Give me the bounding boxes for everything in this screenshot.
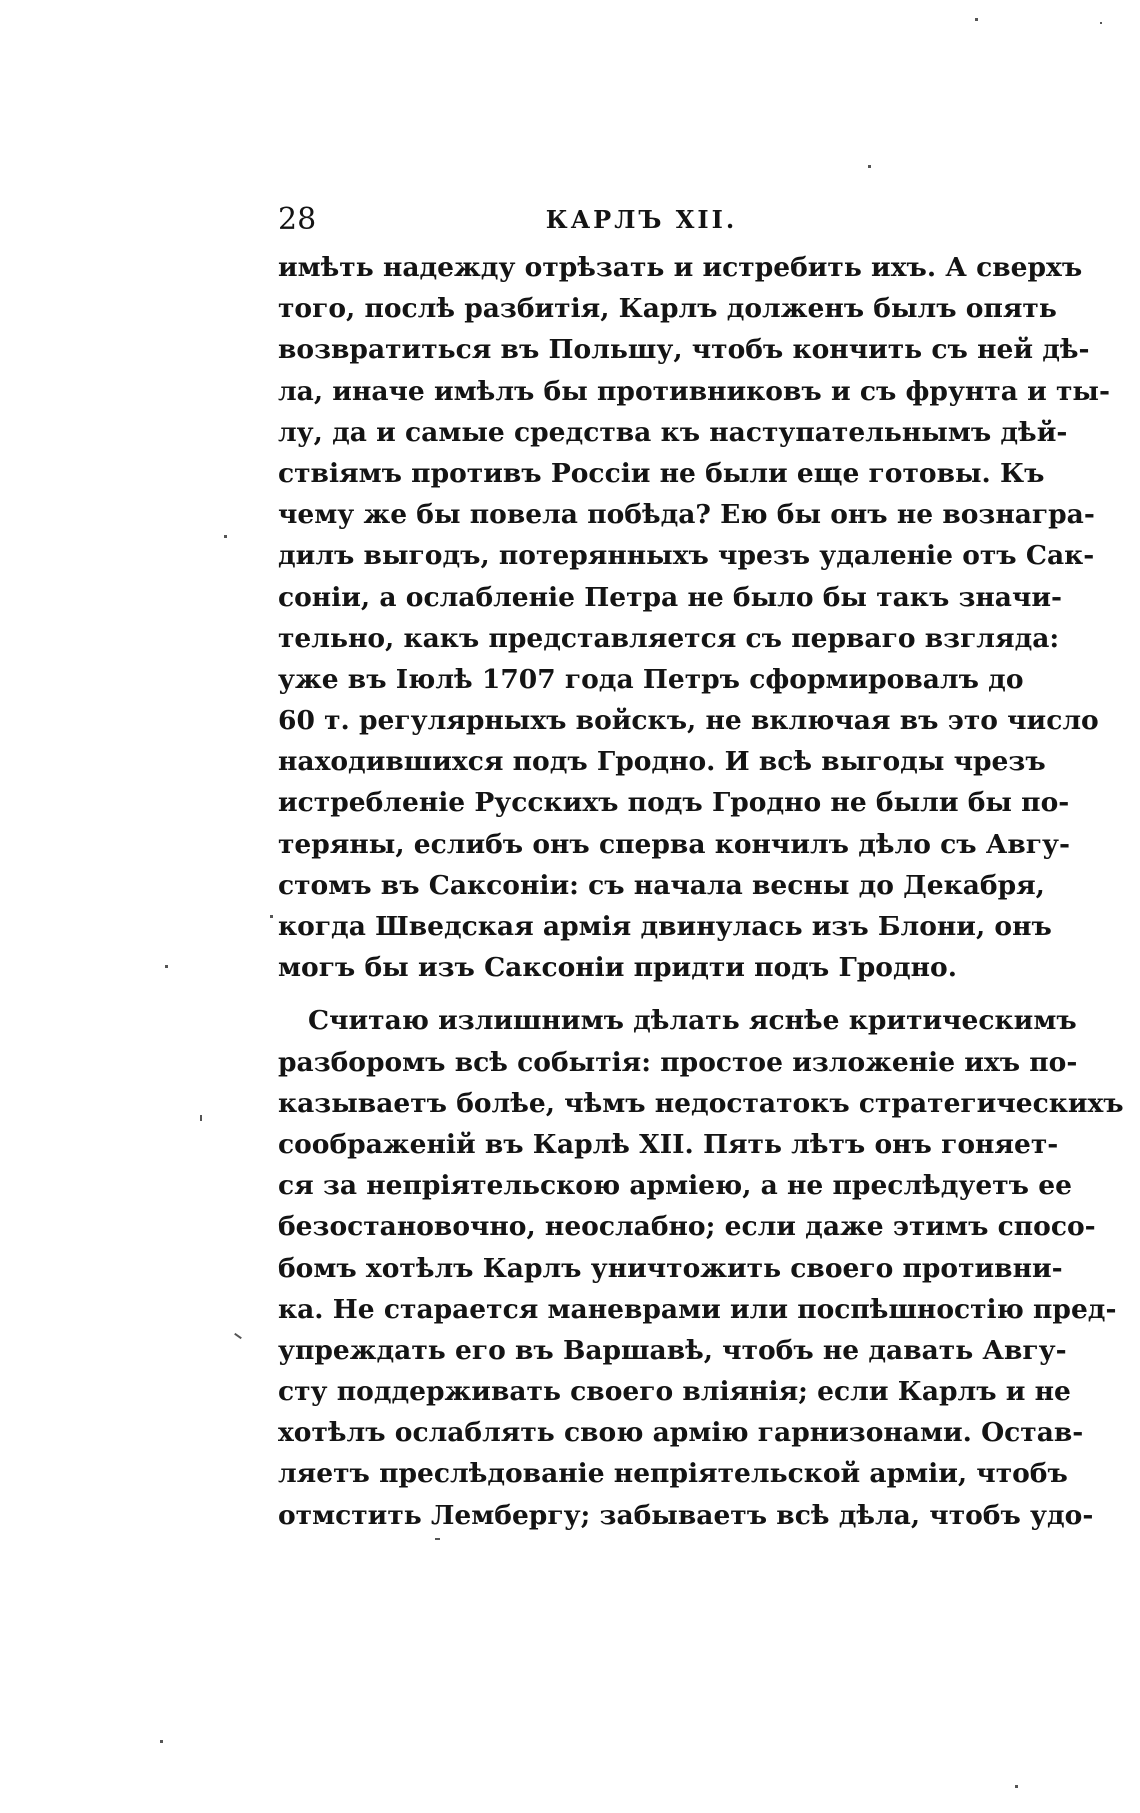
text-line: чему же бы повела побѣда? Ею бы онъ не вознагра- (278, 499, 1095, 531)
text-line: соніи, а ослабленіе Петра не было бы такъ значи- (278, 581, 1063, 613)
scan-speck (234, 1333, 242, 1339)
text-line: отмстить Лембергу; забываетъ всѣ дѣла, чтобъ удо- (278, 1499, 1094, 1531)
scan-speck (165, 965, 168, 968)
scan-speck (200, 1115, 202, 1121)
text-line: стомъ въ Саксоніи: съ начала весны до Декабря, (278, 869, 1045, 901)
text-line: Считаю излишнимъ дѣлать яснѣе критическимъ (308, 1005, 1077, 1037)
text-line: возвратиться въ Польшу, чтобъ кончить съ ней дѣ- (278, 334, 1090, 366)
text-line: лу, да и самые средства къ наступательнымъ дѣй- (278, 416, 1068, 448)
page-number: 28 (278, 202, 317, 237)
text-line: того, послѣ разбитія, Карлъ долженъ былъ опять (278, 293, 1057, 325)
text-line: упреждать его въ Варшавѣ, чтобъ не давать Авгу- (278, 1334, 1067, 1366)
text-line: тельно, какъ представляется съ перваго взгляда: (278, 622, 1060, 654)
running-head (278, 200, 1005, 240)
text-line: теряны, еслибъ онъ сперва кончилъ дѣло съ Авгу- (278, 828, 1070, 860)
scan-speck (1015, 1785, 1018, 1788)
text-line: ся за непріятельскою арміею, а не преслѣдуетъ ее (278, 1170, 1072, 1202)
text-line: сту поддерживать своего вліянія; если Карлъ и не (278, 1376, 1071, 1408)
text-line: разборомъ всѣ событія: простое изложеніе ихъ по- (278, 1046, 1078, 1078)
scan-speck (975, 18, 978, 21)
body-text (278, 247, 1124, 1536)
text-line: 60 т. регулярныхъ войскъ, не включая въ это число (278, 705, 1099, 737)
scan-speck (868, 165, 871, 168)
text-line: имѣть надежду отрѣзать и истребить ихъ. А сверхъ (278, 252, 1083, 283)
running-title: КАРЛЪ XII. (545, 205, 738, 234)
text-line: ка. Не старается маневрами или поспѣшностію пред- (278, 1293, 1117, 1325)
text-line: дилъ выгодъ, потерянныхъ чрезъ удаленіе отъ Сак- (278, 540, 1095, 572)
paragraph (278, 1000, 1124, 1535)
text-line: соображеній въ Карлѣ XII. Пять лѣтъ онъ гоняет- (278, 1128, 1059, 1160)
scan-speck (160, 1740, 163, 1743)
scan-speck (1100, 22, 1102, 24)
text-line: ляетъ преслѣдованіе непріятельской арміи, чтобъ (278, 1458, 1068, 1490)
text-line: бомъ хотѣлъ Карлъ уничтожить своего противни- (278, 1252, 1063, 1284)
paragraph (278, 247, 1110, 988)
text-line: уже въ Іюлѣ 1707 года Петръ сформировалъ до (278, 663, 1024, 695)
scan-speck (224, 535, 227, 538)
text-line: казываетъ болѣе, чѣмъ недостатокъ стратегическихъ (278, 1087, 1124, 1119)
paragraph-gap (278, 988, 1005, 1000)
text-line: хотѣлъ ослаблять свою армію гарнизонами. Остав- (278, 1417, 1084, 1449)
text-line: ла, иначе имѣлъ бы противниковъ и съ фрунта и ты- (278, 375, 1110, 407)
text-line: находившихся подъ Гродно. И всѣ выгоды чрезъ (278, 746, 1046, 778)
text-line: безостановочно, неослабно; если даже этимъ спосо- (278, 1211, 1096, 1243)
text-line: могъ бы изъ Саксоніи придти подъ Гродно. (278, 952, 957, 984)
scan-speck (435, 1538, 440, 1540)
text-line: ствіямъ противъ Россіи не были еще готовы. Къ (278, 457, 1045, 489)
text-line: истребленіе Русскихъ подъ Гродно не были бы по- (278, 787, 1070, 819)
text-line: когда Шведская армія двинулась изъ Блони, онъ (278, 911, 1052, 942)
scan-speck (270, 915, 273, 918)
